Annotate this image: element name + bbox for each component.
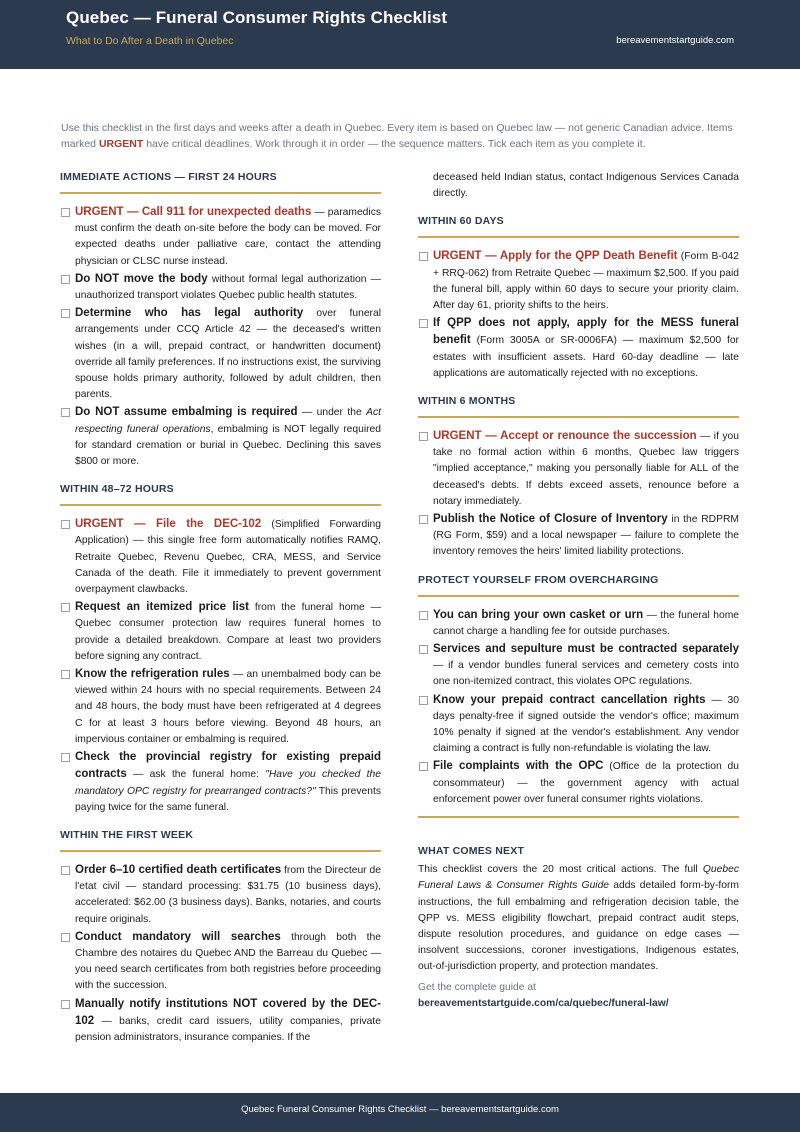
checklist-item <box>60 204 381 270</box>
document-title: Quebec — Funeral Consumer Rights Checklist <box>66 8 448 27</box>
checkbox[interactable] <box>61 408 70 417</box>
item-italic-text: Act respecting funeral operations <box>75 407 381 435</box>
item-text: through both the Chambre des notaires du Quebec AND the Barreau du Quebec — you need search certificates from both registries before proceeding with the succession. <box>75 931 381 992</box>
item-text: — the funeral home cannot charge a handling fee for outside purchases. <box>433 609 740 637</box>
section-heading-overcharging: PROTECT YOURSELF FROM OVERCHARGING <box>418 573 659 586</box>
item-text: (Office de la protection du consommateur) — the government agency with actual enforcement power over funeral consumer rights violations. <box>433 761 739 805</box>
checklist-item <box>60 666 381 748</box>
next-text: adds detailed form-by-form instructions, the full embalming and refrigeration decision table, the QPP vs. MESS eligibility flowchart, prepaid contract audit steps, dispute resolution procedures, and guidance on edge cases — insolvent successions, coroner investigations, Indigenous estates, out-of-jurisdiction property, and protection mandates. <box>418 880 739 973</box>
checklist-item <box>60 862 381 928</box>
item-lead: Publish the Notice of Closure of Inventory <box>433 513 668 526</box>
item-lead-urgent: URGENT — Call 911 for unexpected deaths <box>75 206 312 218</box>
checkbox[interactable] <box>61 309 70 318</box>
item-lead: Determine who has legal authority <box>75 307 304 320</box>
section-divider <box>418 816 739 818</box>
checklist-item <box>60 271 381 304</box>
checkbox[interactable] <box>419 432 428 441</box>
item-lead: File complaints with the OPC <box>433 760 604 773</box>
page-footer: Quebec Funeral Consumer Rights Checklist — bereavementstartguide.com <box>0 1093 800 1132</box>
section-heading-first-week: WITHIN THE FIRST WEEK <box>60 828 194 841</box>
checkbox[interactable] <box>61 603 70 612</box>
checklist-item <box>60 929 381 995</box>
item-text: — paramedics must confirm the death on-site before the body can be moved. For expected deaths under palliative care, contact the attending physician or CLSC nurse instead. <box>75 207 381 267</box>
guide-title: Quebec Funeral Laws & Consumer Rights Guide <box>418 864 739 892</box>
checklist-item <box>418 641 739 691</box>
item-lead: If QPP does not apply, apply for the MESS funeral benefit <box>433 317 739 347</box>
item-lead: Order 6–10 certified death certificates <box>75 863 282 876</box>
item-lead-urgent: URGENT — File the DEC-102 <box>75 518 262 531</box>
item-text: over funeral arrangements under CCQ Article 42 — the deceased's written wishes (in a will, prepaid contract, or handwritten document) override all family preferences. If no instructions exist, the surviving spouse holds primary authority, followed by adult children, then parents. <box>75 308 381 401</box>
checkbox[interactable] <box>61 670 70 679</box>
item-text: — if you take no formal action within 6 months, Quebec law triggers "implied acceptance," making you personally liable for ALL of the deceased's debts. If debts exceed assets, renounce before a notary immediately. <box>433 431 739 507</box>
section-divider <box>60 504 381 506</box>
item-text: — an unembalmed body can be viewed within 24 hours with no special requirements. Between 24 and 48 hours, the body must have been refrigerated at 4 degrees C for at least 3 hours before viewing. Beyond 48 hours, an impervious container or embalming is required. <box>75 669 382 745</box>
item-lead: Services and sepulture must be contracted separately <box>433 643 739 656</box>
checklist-item <box>60 996 381 1047</box>
item-lead: Know your prepaid contract cancellation rights <box>433 693 706 706</box>
checklist-item <box>418 758 739 808</box>
guide-link-label: Get the complete guide at <box>418 981 536 993</box>
item-lead: Do NOT assume embalming is required <box>75 406 298 419</box>
item-text: — if a vendor bundles funeral services and cemetery costs into one non-itemized contract, this violates OPC regulations. <box>433 660 739 688</box>
page-header <box>0 0 800 69</box>
right-column <box>418 170 739 1012</box>
checklist-item <box>60 305 381 403</box>
checkbox[interactable] <box>61 520 70 529</box>
checkbox[interactable] <box>61 275 70 284</box>
checkbox[interactable] <box>419 611 428 620</box>
item-text: from the Directeur de l'etat civil — standard processing: $31.75 (10 business days), accelerated: $62.00 (3 business days). Banks, notaries, and courts require originals. <box>75 864 381 925</box>
left-column <box>60 170 381 1047</box>
item-text: — banks, credit card issuers, utility companies, private pension administrators, insurance companies. If the <box>75 1015 381 1043</box>
item-lead-urgent: URGENT — Apply for the QPP Death Benefit <box>433 250 678 263</box>
checklist-item <box>418 511 739 561</box>
checkbox[interactable] <box>419 645 428 654</box>
intro-urgent-label: URGENT <box>98 138 144 150</box>
item-text: — ask the funeral home: <box>126 769 266 781</box>
item-lead: Do NOT move the body <box>75 272 208 285</box>
item-lead: Check the provincial registry for existing prepaid contracts <box>75 751 381 781</box>
item-text: in the RDPRM (RG Form, $59) and a local newspaper — failure to complete the inventory removes the heirs' limited liability protections. <box>433 514 739 558</box>
checkbox[interactable] <box>419 319 428 328</box>
checklist-item <box>418 248 739 314</box>
item-lead: Conduct mandatory will searches <box>75 930 281 943</box>
next-text: This checklist covers the 20 most critical actions. The full <box>418 864 703 876</box>
checkbox[interactable] <box>419 515 428 524</box>
what-comes-next-text <box>418 862 739 975</box>
guide-link[interactable]: bereavementstartguide.com/ca/quebec/funeral-law/ <box>418 997 669 1009</box>
item-lead: Know the refrigeration rules <box>75 668 230 681</box>
section-divider <box>60 192 381 194</box>
item-text: — under the <box>297 407 367 419</box>
checklist-item <box>418 315 739 382</box>
document-subtitle: What to Do After a Death in Quebec <box>66 35 234 47</box>
section-heading-6-months: WITHIN 6 MONTHS <box>418 395 516 408</box>
item-continuation: deceased held Indian status, contact Indigenous Services Canada directly. <box>433 172 739 200</box>
section-heading-what-comes-next: WHAT COMES NEXT <box>418 845 525 858</box>
checklist-item <box>60 516 381 598</box>
checkbox[interactable] <box>419 696 428 705</box>
checklist-item <box>418 428 739 510</box>
item-lead: You can bring your own casket or urn <box>433 608 644 621</box>
checklist-item <box>60 404 381 470</box>
checklist-item <box>60 749 381 816</box>
item-text: This prevents paying twice for the same funeral. <box>75 785 382 813</box>
section-heading-60-days: WITHIN 60 DAYS <box>418 215 504 228</box>
item-text: (Form 3005A or SR-0006FA) — maximum $2,500 for estates with insufficient assets. Hard 60-day deadline — late applications are automatically rejected with no exceptions. <box>433 335 739 379</box>
item-text: without formal legal authorization — unauthorized transport violates Quebec public health statutes. <box>75 273 381 302</box>
checkbox[interactable] <box>61 866 70 875</box>
section-divider <box>60 850 381 852</box>
intro-paragraph <box>61 120 741 152</box>
checkbox[interactable] <box>419 252 428 261</box>
item-italic-text: "Have you checked the mandatory OPC registry for prearranged contracts?" <box>75 769 382 797</box>
section-heading-immediate: IMMEDIATE ACTIONS — FIRST 24 HOURS <box>60 171 277 183</box>
checkbox[interactable] <box>61 1000 70 1009</box>
checkbox[interactable] <box>419 762 428 771</box>
checkbox[interactable] <box>61 753 70 762</box>
item-text: from the funeral home — Quebec consumer protection law requires funeral homes to provide a detailed breakdown. Compare at least two providers before signing any contract. <box>75 602 381 662</box>
header-site: bereavementstartguide.com <box>616 35 734 46</box>
item-text: (Simplified Forwarding Application) — this single free form automatically notifies RAMQ, Retraite Quebec, Revenu Quebec, CRA, MESS, and Service Canada of the death. File it immediately to prevent government overpayment clawbacks. <box>75 519 381 596</box>
intro-text-2: have critical deadlines. Work through it in order — the sequence matters. Tick each item as you complete it. <box>143 138 646 150</box>
checklist-item <box>60 599 381 665</box>
section-divider <box>418 416 739 418</box>
item-lead: Request an itemized price list <box>75 601 249 614</box>
item-text: , embalming is NOT legally required for standard cremation or burial in Quebec. Declining this saves $800 or more. <box>75 423 381 468</box>
checklist-item <box>418 692 739 758</box>
checkbox[interactable] <box>61 933 70 942</box>
intro-text-1: Use this checklist in the first days and weeks after a death in Quebec. Every item is based on Quebec law — not generic Canadian advice. Items marked <box>61 122 733 150</box>
item-text: (Form B-042 + RRQ-062) from Retraite Quebec — maximum $2,500. If you paid the funeral bill, apply within 60 days to secure your priority claim. After day 61, priority shifts to the heirs. <box>433 251 739 312</box>
item-lead: Manually notify institutions NOT covered by the DEC-102 <box>75 997 381 1027</box>
item-text: — 30 days penalty-free if signed outside the vendor's office; maximum 10% penalty if signed at the vendor's establishment. Any vendor claiming a contract is fully non-refundable is violating the law. <box>433 694 739 755</box>
checklist-item <box>418 607 739 640</box>
checkbox[interactable] <box>61 208 70 217</box>
section-heading-48-72: WITHIN 48–72 HOURS <box>60 483 174 496</box>
section-divider <box>418 595 739 597</box>
section-divider <box>418 236 739 238</box>
item-lead-urgent: URGENT — Accept or renounce the succession <box>433 430 697 443</box>
